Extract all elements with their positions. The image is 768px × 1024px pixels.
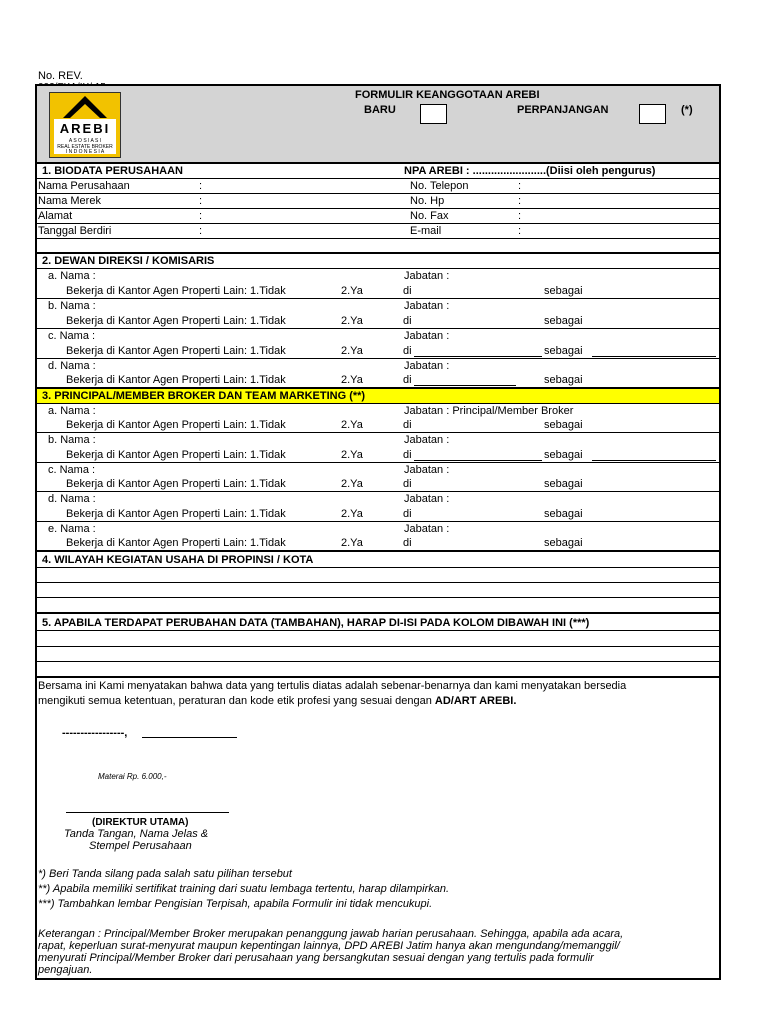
- direksi-d-nama: d. Nama :: [48, 360, 96, 372]
- signature-caption1: Tanda Tangan, Nama Jelas &: [64, 828, 209, 840]
- direksi-a-work: Bekerja di Kantor Agen Properti Lain: 1.Tidak: [66, 285, 286, 297]
- broker-a-jabatan: Jabatan : Principal/Member Broker: [404, 405, 574, 417]
- section1-title: 1. BIODATA PERUSAHAAN: [42, 165, 183, 177]
- direksi-b-work: Bekerja di Kantor Agen Properti Lain: 1.Tidak: [66, 315, 286, 327]
- broker-a-nama: a. Nama :: [48, 405, 96, 417]
- direksi-d-work: Bekerja di Kantor Agen Properti Lain: 1.Tidak: [66, 374, 286, 386]
- npa-arebi-label: NPA AREBI : ........................(Diisi oleh pengurus): [404, 165, 656, 177]
- arebi-logo: AREBI A S O S I A S I REAL ESTATE BROKER I N D O N E S I A: [49, 92, 121, 158]
- broker-e-nama: e. Nama :: [48, 523, 96, 535]
- broker-e-work: Bekerja di Kantor Agen Properti Lain: 1.Tidak: [66, 537, 286, 549]
- broker-e-jabatan: Jabatan :: [404, 523, 450, 535]
- direksi-a-nama: a. Nama :: [48, 270, 96, 282]
- signature-caption2: Stempel Perusahaan: [89, 840, 192, 852]
- label-email: E-mail: [410, 225, 442, 237]
- option-baru-label: BARU: [364, 104, 396, 116]
- broker-b-nama: b. Nama :: [48, 434, 96, 446]
- direksi-b-nama: b. Nama :: [48, 300, 96, 312]
- section3-title: 3. PRINCIPAL/MEMBER BROKER DAN TEAM MARKETING (**): [42, 390, 366, 402]
- option-perpanjangan-label: PERPANJANGAN: [517, 104, 609, 116]
- declaration-line1: Bersama ini Kami menyatakan bahwa data yang tertulis diatas adalah sebenar-benarnya dan kami menyatakan bersedia: [38, 680, 627, 692]
- broker-d-nama: d. Nama :: [48, 493, 96, 505]
- form-title: FORMULIR KEANGGOTAAN AREBI: [355, 89, 540, 101]
- direksi-c-nama: c. Nama :: [48, 330, 96, 342]
- keterangan-line4: pengajuan.: [38, 964, 93, 976]
- section2-title: 2. DEWAN DIREKSI / KOMISARIS: [42, 255, 215, 267]
- signature-place-date: -----------------,: [62, 727, 128, 739]
- broker-c-work: Bekerja di Kantor Agen Properti Lain: 1.Tidak: [66, 478, 286, 490]
- section4-title: 4. WILAYAH KEGIATAN USAHA DI PROPINSI / KOTA: [42, 554, 314, 566]
- label-nama-merek: Nama Merek: [38, 195, 101, 207]
- house-roof-icon: [62, 95, 108, 119]
- label-no-hp: No. Hp: [410, 195, 445, 207]
- direksi-a-jabatan: Jabatan :: [404, 270, 450, 282]
- broker-a-work: Bekerja di Kantor Agen Properti Lain: 1.Tidak: [66, 419, 286, 431]
- label-no-fax: No. Fax: [410, 210, 449, 222]
- note-3: ***) Tambahkan lembar Pengisian Terpisah, apabila Formulir ini tidak mencukupi.: [38, 898, 433, 910]
- keterangan-line1: Keterangan : Principal/Member Broker merupakan penanggung jawab harian perusahaan. Sehingga, apabila ada acara,: [38, 928, 624, 940]
- broker-b-work: Bekerja di Kantor Agen Properti Lain: 1.Tidak: [66, 449, 286, 461]
- direksi-d-jabatan: Jabatan :: [404, 360, 450, 372]
- baru-checkbox[interactable]: [420, 104, 447, 124]
- revision-label: No. REV.: [38, 70, 83, 82]
- broker-b-jabatan: Jabatan :: [404, 434, 450, 446]
- keterangan-line3: menyurati Principal/Member Broker dari perusahaan yang bersangkutan sesuai dengan yang tertulis pada formulir: [38, 952, 594, 964]
- label-tanggal-berdiri: Tanggal Berdiri: [38, 225, 112, 237]
- direksi-c-work: Bekerja di Kantor Agen Properti Lain: 1.Tidak: [66, 345, 286, 357]
- materai-label: Materai Rp. 6.000,-: [98, 772, 167, 781]
- section5-title: 5. APABILA TERDAPAT PERUBAHAN DATA (TAMBAHAN), HARAP DI-ISI PADA KOLOM DIBAWAH INI (***): [42, 617, 590, 629]
- label-no-telepon: No. Telepon: [410, 180, 469, 192]
- direksi-c-jabatan: Jabatan :: [404, 330, 450, 342]
- signature-role: (DIREKTUR UTAMA): [92, 817, 189, 828]
- direksi-b-jabatan: Jabatan :: [404, 300, 450, 312]
- note-1: *) Beri Tanda silang pada salah satu pilihan tersebut: [38, 868, 292, 880]
- note-2: **) Apabila memiliki sertifikat training dari suatu lembaga tertentu, harap dilampirkan.: [38, 883, 450, 895]
- declaration-line2: mengikuti semua ketentuan, peraturan dan kode etik profesi yang sesuai dengan AD/ART AREBI.: [38, 695, 517, 707]
- label-nama-perusahaan: Nama Perusahaan: [38, 180, 130, 192]
- broker-c-jabatan: Jabatan :: [404, 464, 450, 476]
- broker-d-jabatan: Jabatan :: [404, 493, 450, 505]
- label-alamat: Alamat: [38, 210, 73, 222]
- keterangan-line2: rapat, keperluan surat-menyurat maupun kepentingan lainnya, DPD AREBI Jatim hanya akan mengundang/memanggil/: [38, 940, 620, 952]
- option-note: (*): [681, 104, 693, 116]
- broker-c-nama: c. Nama :: [48, 464, 96, 476]
- perpanjangan-checkbox[interactable]: [639, 104, 666, 124]
- broker-d-work: Bekerja di Kantor Agen Properti Lain: 1.Tidak: [66, 508, 286, 520]
- logo-text: AREBI: [59, 121, 111, 136]
